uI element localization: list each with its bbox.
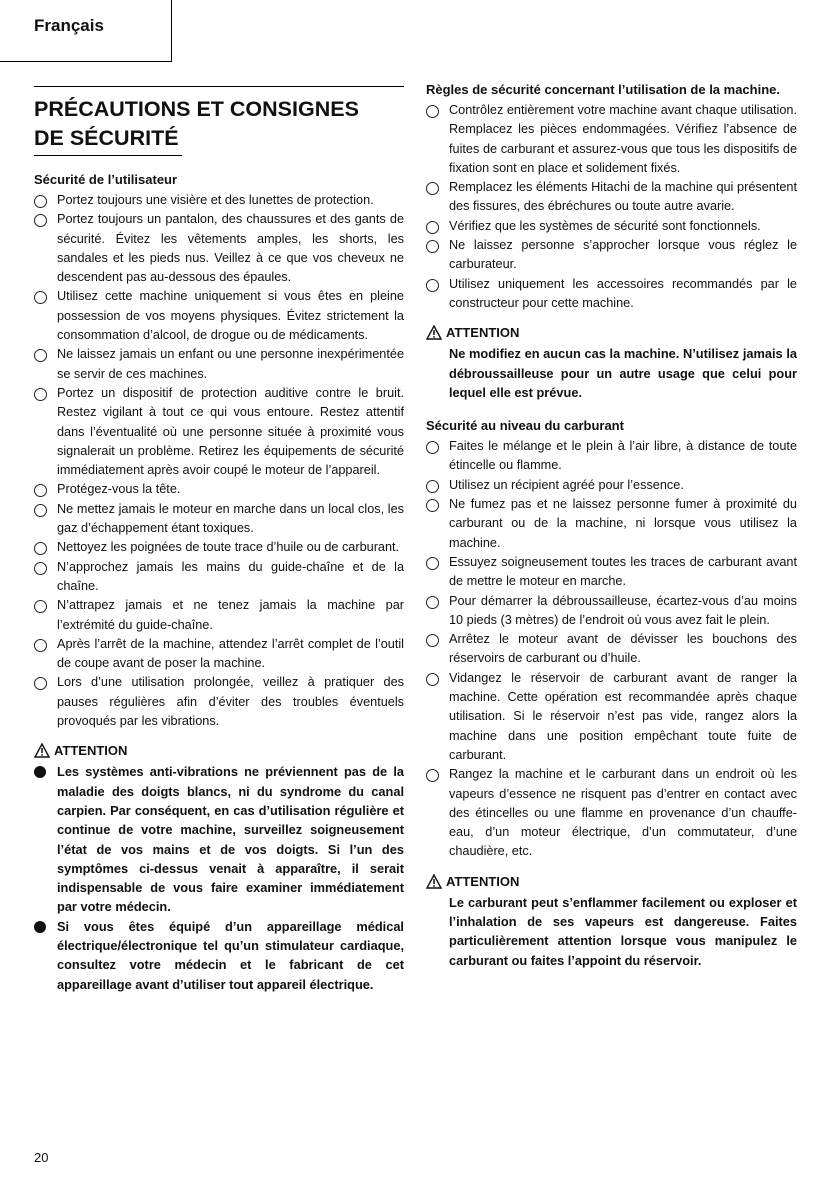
list-item: Protégez-vous la tête. bbox=[34, 480, 404, 499]
language-tab bbox=[0, 0, 172, 62]
attention-heading bbox=[34, 741, 404, 760]
title-line-1: PRÉCAUTIONS ET CONSIGNES bbox=[34, 97, 359, 121]
list-item: Remplacez les éléments Hitachi de la machine qui présentent des fissures, des ébréchures ou toute autre avarie. bbox=[426, 178, 797, 217]
list-item: Arrêtez le moteur avant de dévisser les bouchons des réservoirs de carburant ou d’huile. bbox=[426, 630, 797, 669]
page-title bbox=[34, 95, 404, 153]
warning-triangle-icon bbox=[426, 874, 442, 889]
list-item: Contrôlez entièrement votre machine avant chaque utilisation. Remplacez les pièces endommagées. Vérifiez l’absence de fuites de carburant et assurez-vous que tous les dispositifs de fixation sont en place et solidement fixés. bbox=[426, 101, 797, 178]
left-column bbox=[34, 80, 404, 994]
list-item: Ne laissez jamais un enfant ou une personne inexpérimentée se servir de ces machines. bbox=[34, 345, 404, 384]
list-item: N’attrapez jamais et ne tenez jamais la machine par l’extrémité du guide-chaîne. bbox=[34, 596, 404, 635]
list-item: Rangez la machine et le carburant dans un endroit où les vapeurs d’essence ne risquent pas d’entrer en contact avec des étincelles ou une flamme en provenance d’un chauffe-eau, d’un moteur électrique, d’un commutateur, d’une chaudière, etc. bbox=[426, 765, 797, 861]
fuel-safety-list bbox=[426, 437, 797, 862]
user-safety-heading: Sécurité de l’utilisateur bbox=[34, 172, 178, 187]
attention-text: Le carburant peut s’enflammer facilement ou exploser et l’inhalation de ses vapeurs est dangereuse. Faites particulièrement attention lorsque vous manipulez le carburant ou faites l’appoint du réservoir. bbox=[449, 894, 797, 968]
fuel-safety-heading: Sécurité au niveau du carburant bbox=[426, 418, 624, 434]
machine-safety-list bbox=[426, 101, 797, 313]
list-item: Lors d’une utilisation prolongée, veillez à pratiquer des pauses régulières afin d’éviter des troubles éventuels provoqués par les vibrations. bbox=[34, 673, 404, 731]
page-number: 20 bbox=[34, 1150, 49, 1165]
language-label: Français bbox=[34, 16, 104, 35]
list-item: Les systèmes anti-vibrations ne préviennent pas de la maladie des doigts blancs, ni du syndrome du canal carpien. Par conséquent, en cas d’utilisation régulière et continue de votre machine, surveillez soigneusement l’état de vos mains et de vos doigts. Si l’un des symptômes ci-dessus venait à apparaître, il serait indispensable de vous faire examiner immédiatement par votre médecin. bbox=[34, 762, 404, 916]
attention-list bbox=[34, 762, 404, 994]
list-item: Portez toujours une visière et des lunettes de protection. bbox=[34, 191, 404, 210]
title-line-2: DE SÉCURITÉ bbox=[34, 126, 179, 150]
list-item: Ne laissez personne s’approcher lorsque vous réglez le carburateur. bbox=[426, 236, 797, 275]
machine-safety-heading: Règles de sécurité concernant l’utilisation de la machine. bbox=[426, 82, 780, 97]
attention-heading bbox=[426, 323, 797, 342]
title-underline bbox=[34, 155, 182, 156]
right-column bbox=[426, 80, 797, 970]
list-item: Portez un dispositif de protection auditive contre le bruit. Restez vigilant à tout ce qui vous entoure. Restez attentif dans l’éventualité où une personne située à proximité vous signalerait un problème. Retirez les équipements de sécurité immédiatement après avoir coupé le moteur de l’appareil. bbox=[34, 384, 404, 480]
list-item: Ne fumez pas et ne laissez personne fumer à proximité du carburant ou de la machine, ni lorsque vous utilisez la machine. bbox=[426, 495, 797, 553]
list-item: Vidangez le réservoir de carburant avant de ranger la machine. Cette opération est recommandée après chaque utilisation. Si le réservoir n’est pas vide, rangez alors la machine dans une position empêchant toute fuite de carburant. bbox=[426, 669, 797, 765]
warning-triangle-icon bbox=[34, 743, 50, 758]
top-rule bbox=[34, 86, 404, 87]
list-item: Utilisez cette machine uniquement si vous êtes en pleine possession de vos moyens physiques. Évitez strictement la consommation d’alcool, de drogue ou de médicaments. bbox=[34, 287, 404, 345]
list-item: Utilisez un récipient agréé pour l’essence. bbox=[426, 476, 797, 495]
warning-triangle-icon bbox=[426, 325, 442, 340]
attention-label: ATTENTION bbox=[446, 873, 520, 889]
attention-text: Ne modifiez en aucun cas la machine. N’utilisez jamais la débroussailleuse pour un autre usage que celui pour lequel elle est prévue. bbox=[449, 346, 797, 400]
list-item: Après l’arrêt de la machine, attendez l’arrêt complet de l’outil de coupe avant de poser la machine. bbox=[34, 635, 404, 674]
list-item: Si vous êtes équipé d’un appareillage médical électrique/électronique tel qu’un stimulateur cardiaque, consultez votre médecin et le fabricant de cet appareillage avant d’utiliser tout appareil électrique. bbox=[34, 917, 404, 994]
attention-label: ATTENTION bbox=[446, 325, 520, 341]
list-item: Utilisez uniquement les accessoires recommandés par le constructeur pour cette machine. bbox=[426, 275, 797, 314]
attention-label: ATTENTION bbox=[54, 743, 128, 759]
list-item: Vérifiez que les systèmes de sécurité sont fonctionnels. bbox=[426, 217, 797, 236]
list-item: Ne mettez jamais le moteur en marche dans un local clos, les gaz d’échappement étant toxiques. bbox=[34, 500, 404, 539]
list-item: Faites le mélange et le plein à l’air libre, à distance de toute étincelle ou flamme. bbox=[426, 437, 797, 476]
list-item: Nettoyez les poignées de toute trace d’huile ou de carburant. bbox=[34, 538, 404, 557]
list-item: Portez toujours un pantalon, des chaussures et des gants de sécurité. Évitez les vêtements amples, les shorts, les sandales et les pieds nus. Veillez à ce que vos cheveux ne descendent pas au-dessous des épaules. bbox=[34, 210, 404, 287]
user-safety-list bbox=[34, 191, 404, 731]
list-item: N’approchez jamais les mains du guide-chaîne et de la chaîne. bbox=[34, 558, 404, 597]
list-item: Pour démarrer la débroussailleuse, écartez-vous d’au moins 10 pieds (3 mètres) de l’endroit où vous avez fait le plein. bbox=[426, 592, 797, 631]
attention-heading bbox=[426, 872, 797, 891]
list-item: Essuyez soigneusement toutes les traces de carburant avant de mettre le moteur en marche. bbox=[426, 553, 797, 592]
